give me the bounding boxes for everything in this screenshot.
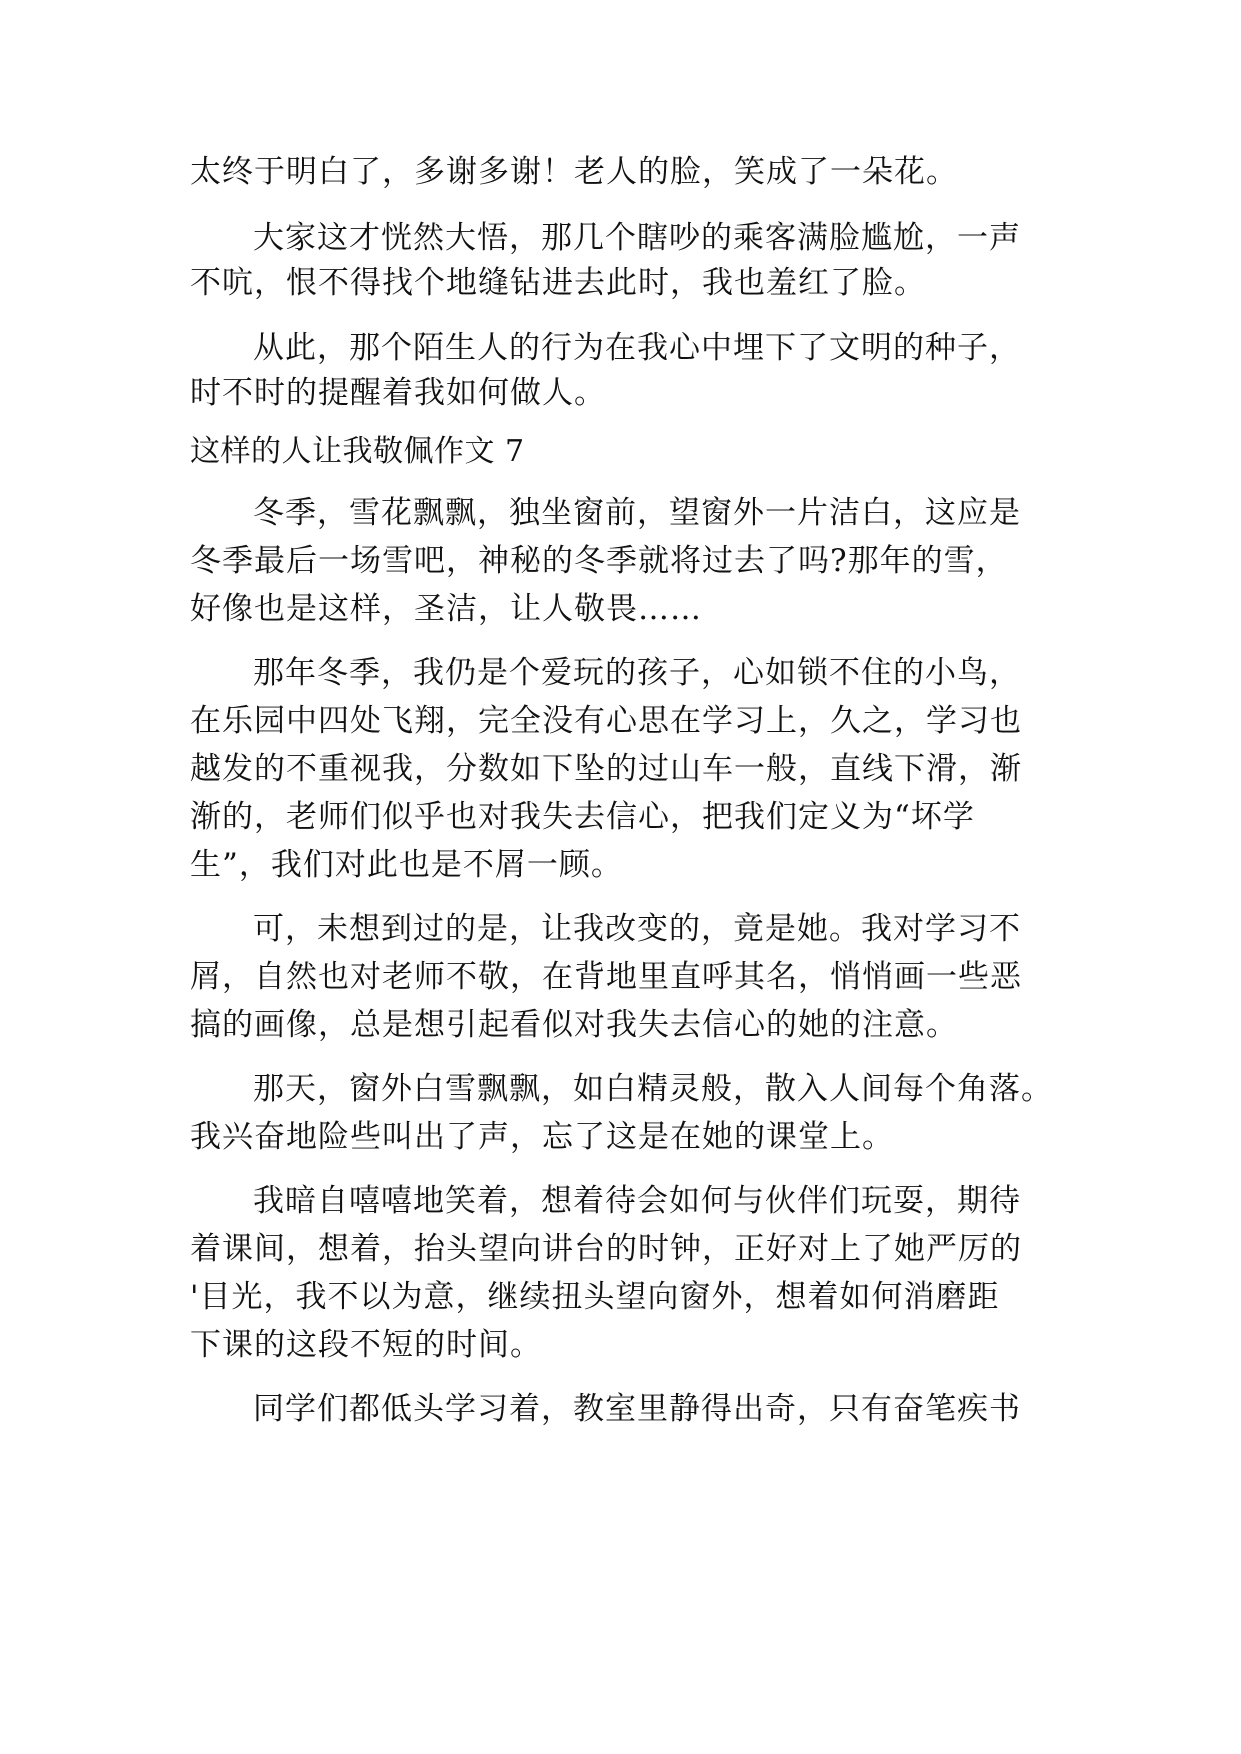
text-line: 搞的画像，总是想引起看似对我失去信心的她的注意。 — [190, 1007, 958, 1043]
text-line: 冬季最后一场雪吧，神秘的冬季就将过去了吗?那年的雪， — [190, 543, 1008, 579]
text-line: 越发的不重视我，分数如下坠的过山车一般，直线下滑，渐 — [190, 751, 1022, 787]
text-line: 渐的，老师们似乎也对我失去信心，把我们定义为“坏学 — [190, 799, 975, 835]
paragraph-first-line: 同学们都低头学习着，教室里静得出奇，只有奋笔疾书 — [253, 1391, 1021, 1427]
text-line: 着课间，想着，抬头望向讲台的时钟，正好对上了她严厉的 — [190, 1231, 1022, 1267]
text-line: 下课的这段不短的时间。 — [190, 1327, 542, 1363]
text-line: 在乐园中四处飞翔，完全没有心思在学习上，久之，学习也 — [190, 703, 1022, 739]
paragraph-first-line: 那天，窗外白雪飘飘，如白精灵般，散入人间每个角落。 — [253, 1071, 1053, 1107]
text-line: 好像也是这样，圣洁，让人敬畏…… — [190, 591, 702, 627]
section-heading: 这样的人让我敬佩作文 7 — [190, 434, 525, 469]
paragraph-first-line: 大家这才恍然大悟，那几个瞎吵的乘客满脸尴尬，一声 — [253, 220, 1021, 256]
text-line: 屑，自然也对老师不敬，在背地里直呼其名，悄悄画一些恶 — [190, 959, 1022, 995]
paragraph-first-line: 可，未想到过的是，让我改变的，竟是她。我对学习不 — [253, 911, 1021, 947]
paragraph-first-line: 那年冬季，我仍是个爱玩的孩子，心如锁不住的小鸟， — [253, 655, 1021, 691]
paragraph-first-line: 冬季，雪花飘飘，独坐窗前，望窗外一片洁白，这应是 — [253, 495, 1021, 531]
paragraph-first-line: 我暗自嘻嘻地笑着，想着待会如何与伙伴们玩耍，期待 — [253, 1183, 1021, 1219]
text-line: 不吭，恨不得找个地缝钻进去此时，我也羞红了脸。 — [190, 265, 926, 301]
text-line: 时不时的提醒着我如何做人。 — [190, 375, 606, 411]
text-line: 我兴奋地险些叫出了声，忘了这是在她的课堂上。 — [190, 1119, 894, 1155]
paragraph-first-line: 从此，那个陌生人的行为在我心中埋下了文明的种子， — [253, 330, 1021, 366]
text-line: '目光，我不以为意，继续扭头望向窗外，想着如何消磨距 — [190, 1279, 1000, 1315]
text-line: 生”，我们对此也是不屑一顾。 — [190, 847, 623, 883]
text-line: 太终于明白了，多谢多谢！老人的脸，笑成了一朵花。 — [190, 154, 958, 190]
